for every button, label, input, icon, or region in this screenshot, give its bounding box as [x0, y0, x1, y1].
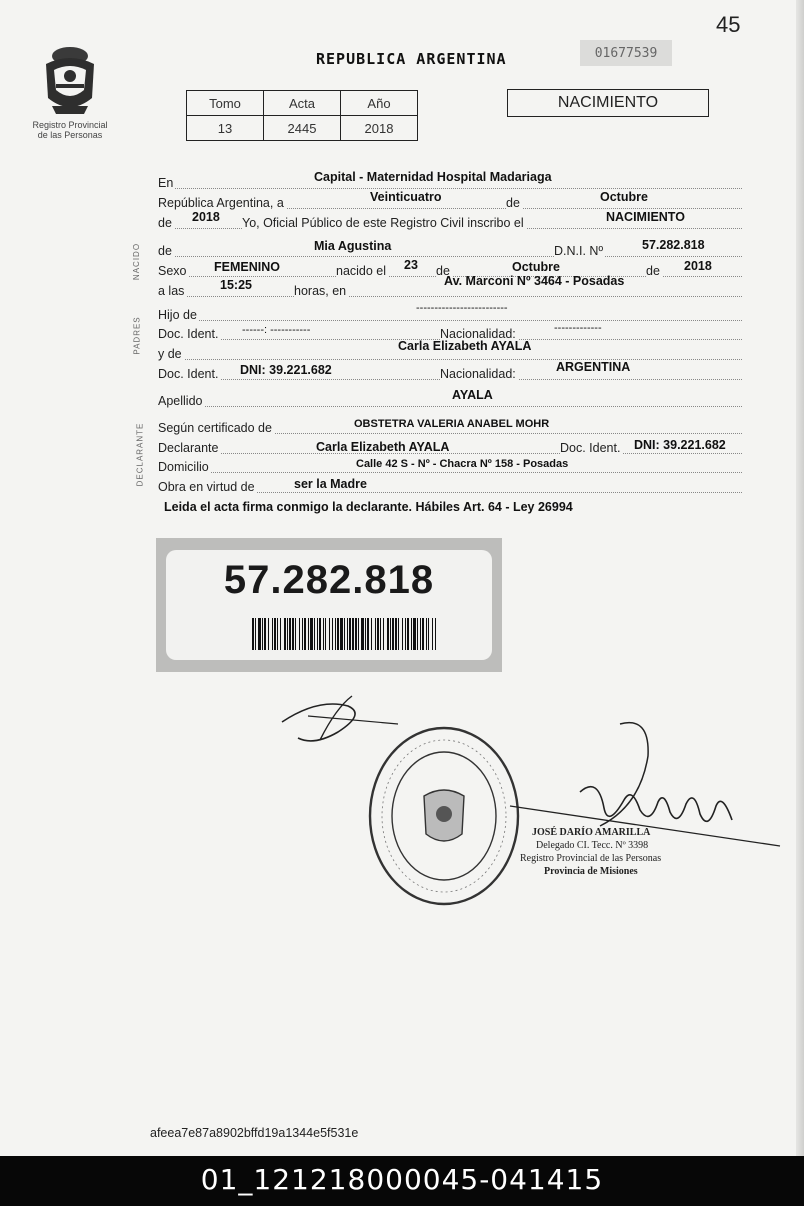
- barcode-bar: [426, 618, 427, 650]
- registry-logo: [30, 44, 110, 140]
- value-birth-year: 2018: [684, 259, 712, 273]
- row-name: [158, 240, 742, 257]
- acta-header: Acta: [264, 91, 341, 116]
- barcode-bar: [319, 618, 321, 650]
- barcode-bar: [340, 618, 343, 650]
- barcode-bar: [435, 618, 436, 650]
- provincial-emblem-icon: [38, 44, 102, 118]
- barcode-bar: [332, 618, 333, 650]
- barcode-bar: [361, 618, 364, 650]
- value-father-doc: ------: -----------: [242, 324, 311, 336]
- value-by-virtue: ser la Madre: [294, 477, 367, 491]
- row-declarant: [158, 437, 742, 454]
- value-sexo: FEMENINO: [214, 260, 280, 274]
- value-mother-nat: ARGENTINA: [556, 360, 631, 374]
- barcode-bar: [413, 618, 416, 650]
- barcode-bar: [264, 618, 266, 650]
- barcode-bar: [377, 618, 379, 650]
- dni-sticker-inner: [166, 550, 492, 660]
- value-certificate-by: OBSTETRA VALERIA ANABEL MOHR: [354, 418, 550, 430]
- barcode-bar: [380, 618, 381, 650]
- label-de-birth-year: de: [646, 264, 660, 278]
- document-hash: afeea7e87a8902bffd19a1344e5f531e: [150, 1126, 359, 1140]
- barcode-bar: [344, 618, 345, 650]
- barcode-bar: [277, 618, 278, 650]
- page-number: 45: [716, 12, 741, 37]
- barcode-bar: [308, 618, 309, 650]
- barcode-bar: [392, 618, 394, 650]
- barcode-bar: [252, 618, 254, 650]
- label-en: En: [158, 176, 174, 190]
- barcode-bar: [371, 618, 372, 650]
- barcode-bar: [402, 618, 403, 650]
- label-de-name: de: [158, 244, 172, 258]
- row-place: [158, 172, 742, 189]
- label-nacionalidad-father: Nacionalidad:: [440, 327, 516, 341]
- barcode-bar: [411, 618, 412, 650]
- barcode-bar: [287, 618, 288, 650]
- country-title: REPUBLICA ARGENTINA: [316, 50, 507, 68]
- barcode-bar: [367, 618, 369, 650]
- label-declarante: Declarante: [158, 441, 219, 455]
- row-surname: [158, 390, 742, 407]
- barcode-bar: [325, 618, 326, 650]
- barcode-bar: [375, 618, 376, 650]
- value-mother: Carla Elizabeth AYALA: [398, 339, 532, 353]
- barcode-bar: [407, 618, 409, 650]
- label-y-de: y de: [158, 347, 182, 361]
- label-nacido-el: nacido el: [336, 264, 387, 278]
- value-declarant: Carla Elizabeth AYALA: [316, 440, 450, 454]
- label-horas-en: horas, en: [294, 284, 347, 298]
- label-apellido: Apellido: [158, 394, 203, 408]
- barcode-bar: [292, 618, 294, 650]
- tomo-acta-anio-table: [186, 90, 418, 141]
- value-surname: AYALA: [452, 388, 493, 402]
- barcode-bar: [284, 618, 286, 650]
- row-year: [158, 212, 742, 229]
- dni-sticker-number: 57.282.818: [223, 558, 435, 602]
- anio-header: Año: [341, 91, 418, 116]
- value-year: 2018: [192, 210, 220, 224]
- barcode-bar: [390, 618, 391, 650]
- label-de-birth-month: de: [436, 264, 450, 278]
- closing-statement: Leida el acta firma conmigo la declarante. Hábiles Art. 64 - Ley 26994: [164, 500, 573, 514]
- barcode-bar: [383, 618, 384, 650]
- barcode-bar: [314, 618, 315, 650]
- logo-caption: Registro Provincial de las Personas: [32, 120, 108, 140]
- row-mother-doc: [158, 360, 742, 381]
- acta-value: 2445: [264, 116, 341, 141]
- row-by-virtue: [158, 476, 742, 493]
- barcode-bar: [280, 618, 281, 650]
- barcode-bar: [304, 618, 306, 650]
- label-domicilio: Domicilio: [158, 460, 209, 474]
- row-date: [158, 192, 742, 209]
- value-record-type: NACIMIENTO: [606, 210, 685, 224]
- barcode-bar: [258, 618, 261, 650]
- official-signature-block: [520, 826, 661, 878]
- value-name: Mia Agustina: [314, 239, 392, 253]
- tomo-value: 13: [187, 116, 264, 141]
- label-doc-ident-declarant: Doc. Ident.: [560, 441, 621, 455]
- value-month: Octubre: [600, 190, 648, 204]
- barcode-bar: [299, 618, 300, 650]
- value-day-words: Veinticuatro: [370, 190, 442, 204]
- barcode-bar: [422, 618, 424, 650]
- barcode-bar: [420, 618, 421, 650]
- label-de-year: de: [158, 216, 172, 230]
- label-a-las: a las: [158, 284, 185, 298]
- barcode-bar: [268, 618, 269, 650]
- row-certificate: [158, 417, 742, 434]
- row-mother: [158, 339, 742, 361]
- label-doc-ident-father: Doc. Ident.: [158, 327, 219, 341]
- barcode-bar: [289, 618, 291, 650]
- value-address: Calle 42 S - Nº - Chacra Nº 158 - Posadas: [356, 458, 569, 470]
- barcode-bar: [337, 618, 339, 650]
- barcode-icon: [252, 618, 438, 650]
- barcode-bar: [262, 618, 263, 650]
- official-name: JOSÉ DARÍO AMARILLA: [532, 827, 651, 838]
- barcode-bar: [295, 618, 296, 650]
- barcode-bar: [329, 618, 330, 650]
- label-sexo: Sexo: [158, 264, 187, 278]
- value-birth-address: Av. Marconi Nº 3464 - Posadas: [444, 274, 625, 288]
- barcode-bar: [347, 618, 348, 650]
- barcode-bar: [405, 618, 406, 650]
- label-nacionalidad-mother: Nacionalidad:: [440, 367, 516, 381]
- label-doc-ident-mother: Doc. Ident.: [158, 367, 219, 381]
- barcode-bar: [255, 618, 256, 650]
- barcode-bar: [310, 618, 313, 650]
- barcode-bar: [428, 618, 429, 650]
- label-segun: Según certificado de: [158, 421, 272, 435]
- barcode-bar: [323, 618, 324, 650]
- value-birth-time: 15:25: [220, 278, 252, 292]
- side-label-padres: PADRES: [132, 316, 142, 355]
- official-province: Provincia de Misiones: [544, 866, 638, 877]
- barcode-bar: [349, 618, 351, 650]
- record-type-box: NACIMIENTO: [507, 89, 709, 117]
- footer-id: 01_121218000045-041415: [200, 1163, 604, 1196]
- value-father-nat: -------------: [554, 322, 602, 334]
- label-dni: D.N.I. Nº: [554, 244, 604, 258]
- dni-sticker: [156, 538, 502, 672]
- barcode-bar: [417, 618, 418, 650]
- barcode-bar: [355, 618, 357, 650]
- side-label-declarante: DECLARANTE: [135, 422, 145, 487]
- label-republica: República Argentina, a: [158, 196, 284, 210]
- footer-bar: [0, 1156, 804, 1206]
- row-address: [158, 456, 742, 473]
- serial-number: 01677539: [580, 40, 672, 66]
- label-hijo-de: Hijo de: [158, 308, 197, 322]
- row-father-doc: [158, 323, 742, 340]
- tomo-header: Tomo: [187, 91, 264, 116]
- barcode-bar: [387, 618, 389, 650]
- value-declarant-doc: DNI: 39.221.682: [634, 438, 726, 452]
- value-mother-doc: DNI: 39.221.682: [240, 363, 332, 377]
- value-place: Capital - Maternidad Hospital Madariaga: [314, 170, 552, 184]
- barcode-bar: [365, 618, 366, 650]
- official-title: Delegado CI. Tecc. Nº 3398: [536, 840, 649, 851]
- row-time-place: [158, 274, 742, 298]
- label-obra: Obra en virtud de: [158, 480, 255, 494]
- barcode-bar: [395, 618, 397, 650]
- barcode-bar: [302, 618, 303, 650]
- label-oficial: Yo, Oficial Público de este Registro Civil inscribo el: [242, 216, 524, 230]
- barcode-bar: [358, 618, 359, 650]
- label-de-month: de: [506, 196, 520, 210]
- value-birth-month: Octubre: [512, 260, 560, 274]
- value-birth-day: 23: [404, 258, 418, 272]
- row-father: [158, 304, 742, 321]
- value-father: -------------------------: [416, 302, 508, 314]
- barcode-bar: [432, 618, 433, 650]
- official-org: Registro Provincial de las Personas: [520, 853, 662, 864]
- anio-value: 2018: [341, 116, 418, 141]
- value-dni: 57.282.818: [642, 238, 705, 252]
- barcode-bar: [272, 618, 273, 650]
- side-label-nacido: NACIDO: [132, 242, 142, 281]
- barcode-bar: [335, 618, 336, 650]
- barcode-bar: [398, 618, 399, 650]
- barcode-bar: [352, 618, 354, 650]
- barcode-bar: [317, 618, 318, 650]
- barcode-bar: [274, 618, 276, 650]
